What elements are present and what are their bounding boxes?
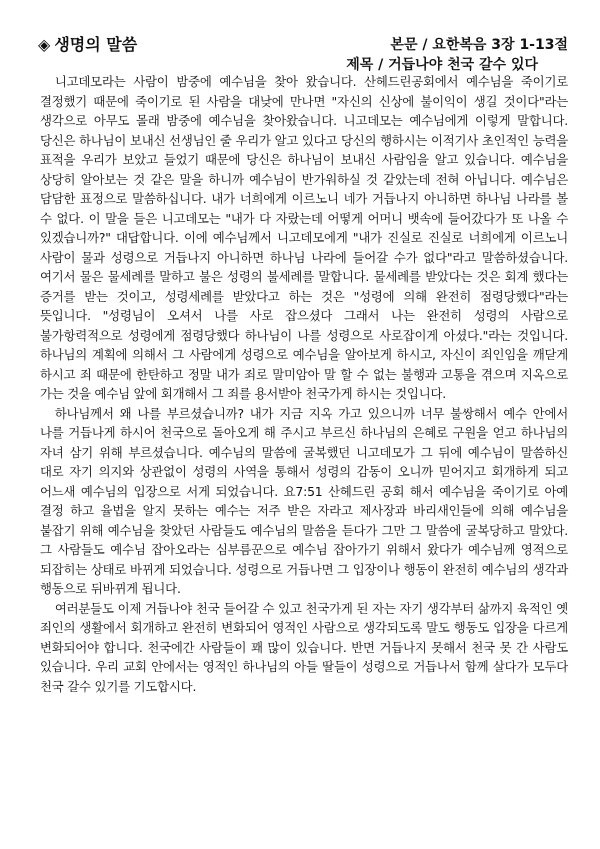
section-title: [38, 32, 137, 55]
diamond-bullet-icon: ◈: [38, 35, 51, 54]
paragraph-2: 하나님께서 왜 나를 부르셨습니까? 내가 지금 지옥 가고 있으니까 너무 불쌍해서 예수 안에서 나를 거듭나게 하시어 천국으로 돌아오게 해 주시고 부르신 하나님의 은혜로 구원을 얻고 하나님의 자녀 삼기 위해 부르셨습니다. 예수님의 말씀에 굴복했던 니고데모가 그 뒤에 예수님이 말씀하신 대로 자기 의지와 상관없이 성령의 사역을 통해서 성령의 감동이 오니까 믿어지고 회개하게 되고 어느새 예수님의 입장으로 서게 되었습니다. 요7:51 산헤드린 공회 해서 예수님을 죽이기로 아예 결정 하고 율법을 알지 못하는 예수는 저주 받은 자라고 제사장과 바리새인들에 의해 예수님을 붙잡기 위해 예수님을 찾았던 사람들도 예수님의 말씀을 듣다가 그만 그 말씀에 굴복당하고 말았다. 그 사람들도 예수님 잡아오라는 심부름꾼으로 예수님 잡아가기 위해서 왔다가 예수님께 영적으로 되잡히는 상태로 바뀌게 되었습니다. 성령으로 거듭나면 그 입장이나 행동이 완전히 예수님의 생각과 행동으로 뒤바뀌게 됩니다.: [40, 405, 568, 596]
paragraph-3: 여러분들도 이제 거듭나야 천국 들어갈 수 있고 천국가게 된 자는 자기 생각부터 삶까지 육적인 옛 죄인의 생활에서 회개하고 완전히 변화되어 영적인 사람으로 생각되도록 말도 행동도 입장을 다르게 변화되어야 합니다. 천국에간 사람들이 꽤 많이 있습니다. 반면 거듭나지 못해서 천국 못 간 사람도 있습니다. 우리 교회 안에서는 영적인 하나님의 아들 딸들이 성령으로 거듭나서 함께 살다가 모두다 천국 갈수 있기를 기도합시다.: [40, 600, 568, 694]
section-title-text: 생명의 말씀: [54, 35, 138, 54]
paragraph-1: 니고데모라는 사람이 밤중에 예수님을 찾아 왔습니다. 산헤드린공회에서 예수님을 죽이기로 결정했기 때문에 죽이기로 된 사람을 대낮에 만나면 "자신의 신상에 불이익이 생길 것이다"라는 생각으로 아무도 몰래 밤중에 예수님을 찾아왔습니다. 니고데모는 예수님에게 이렇게 말합니다. 당신은 하나님이 보내신 선생님인 줄 우리가 알고 있다고 당신의 행하시는 이적기사 초인적인 능력을 표적을 우리가 보았고 들었기 때문에 당신은 하나님이 보내신 사람임을 알고 있습니다. 예수님을 상당히 알아보는 것 같은 말을 하니까 예수님이 반가워하실 것 같았는데 전혀 아닙니다. 예수님은 담담한 표정으로 말씀하십니다. 내가 너희에게 이르노니 네가 거듭나지 아니하면 하나님 나라를 볼 수 없다. 이 말을 들은 니고데모는 "내가 다 자랐는데 어떻게 어머니 뱃속에 들어갔다가 또 나올 수 있겠습니까?" 대답합니다. 이에 예수님께서 니고데모에게 "내가 진실로 진실로 너희에게 이르노니 사람이 물과 성령으로 거듭나지 아니하면 하나님 나라에 들어갈 수가 없다"라고 말씀하셨습니다. 여기서 물은 물세례를 말하고 불은 성령의 불세례를 말합니다. 물세례를 받았다는 것은 회계 했다는 증거를 받는 것이고, 성령세례를 받았다고 하는 것은 "성령에 의해 완전히 점령당했다"라는 뜻입니다. "성령님이 오셔서 나를 사로 잡으셨다 그래서 나는 완전히 성령의 사람으로 불가항력적으로 성령에게 점령당했다 하나님이 나를 성령으로 사로잡이게 아셨다."라는 것입니다. 하나님의 계획에 의해서 그 사람에게 성령으로 예수님을 알아보게 하시고, 자신이 죄인임을 깨닫게 하시고 죄 때문에 한탄하고 정말 내가 죄로 말미암아 말 할 수 없는 불행과 고통을 겪으며 지옥으로 가는 것을 예수님 앞에 회개해서 그 죄를 용서받아 천국가게 하시는 것입니다.: [40, 74, 568, 401]
scripture-reference: 본문 / 요한복음 3장 1-13절: [390, 37, 568, 53]
sermon-body: [40, 72, 568, 696]
sermon-subject: 제목 / 거듭나야 천국 갈수 있다: [346, 57, 538, 73]
